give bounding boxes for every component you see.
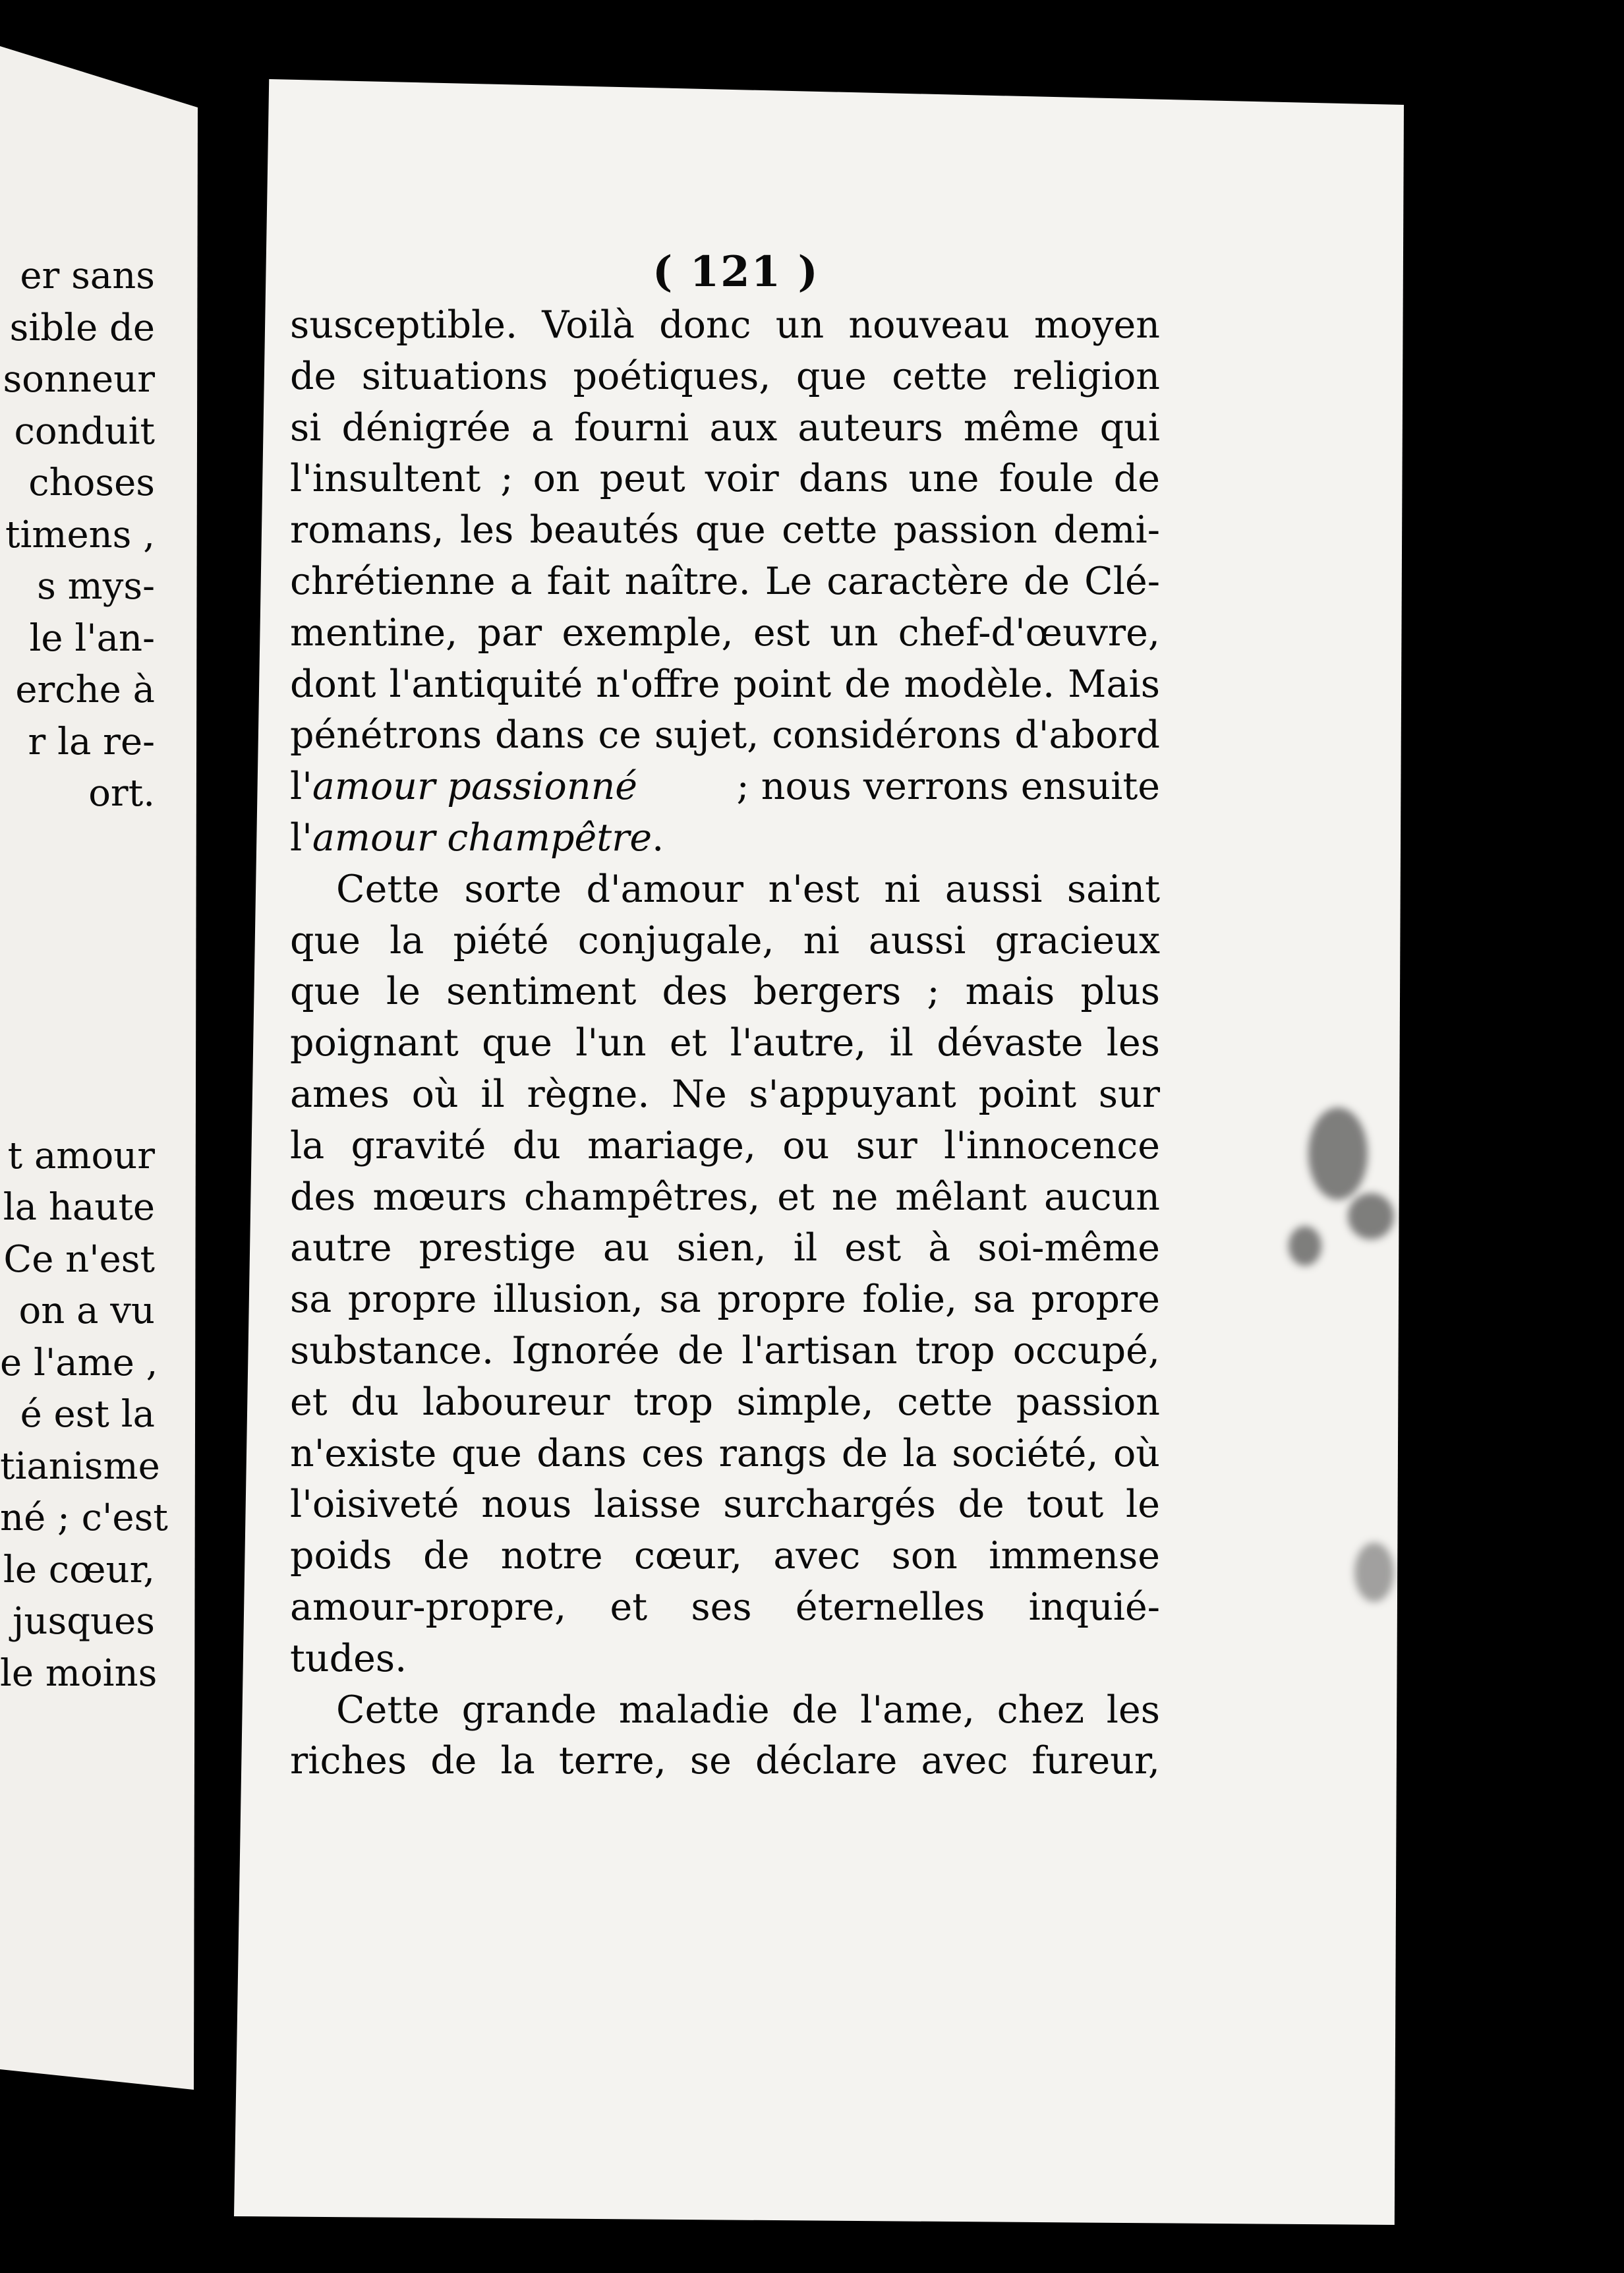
text-content: amour-propre, et ses éternelles inquié-	[290, 1585, 1160, 1629]
text-content: pénétrons dans ce sujet, considérons d'abord	[290, 713, 1160, 757]
left-page-line: timens ,	[5, 513, 155, 556]
text-line	[290, 1736, 1160, 1787]
text-line	[290, 1018, 1160, 1069]
left-page-line: conduit	[14, 409, 155, 453]
left-page-line: jusques	[13, 1600, 155, 1643]
text-line	[290, 1531, 1160, 1582]
left-page-text	[0, 251, 168, 1699]
text-content: et du laboureur trop simple, cette passion	[290, 1380, 1160, 1424]
italic-phrase: amour passionné	[312, 765, 638, 809]
text-line	[290, 1172, 1160, 1224]
text-segment: l'	[290, 815, 312, 860]
text-content: l'insultent ; on peut voir dans une foule de	[290, 457, 1160, 501]
text-line	[290, 1685, 1160, 1736]
text-line	[290, 813, 1160, 864]
text-content: poids de notre cœur, avec son immense	[290, 1534, 1160, 1578]
text-content: dont l'antiquité n'offre point de modèle. Mais	[290, 662, 1160, 706]
left-page-line: ort.	[88, 772, 155, 815]
page-number-header: ( 121 )	[652, 247, 819, 297]
text-content: chrétienne a fait naître. Le caractère de Clé-	[290, 559, 1160, 603]
left-page-line: é est la	[20, 1393, 155, 1436]
text-content: de situations poétiques, que cette religion	[290, 354, 1160, 398]
left-page-line: s mys-	[37, 565, 155, 608]
text-content: que la piété conjugale, ni aussi gracieux	[290, 918, 1160, 962]
text-content: si dénigrée a fourni aux auteurs même qui	[290, 405, 1160, 450]
left-page-line: sible de	[9, 306, 155, 349]
text-line	[290, 1634, 1160, 1685]
text-segment: .	[652, 815, 664, 860]
text-line	[290, 556, 1160, 608]
left-page-line: tianisme	[0, 1444, 160, 1488]
text-line	[290, 351, 1160, 403]
text-content: tudes.	[290, 1636, 407, 1680]
text-content: ames où il règne. Ne s'appuyant point sur	[290, 1072, 1160, 1116]
text-content: romans, les beautés que cette passion demi-	[290, 508, 1160, 552]
text-content: substance. Ignorée de l'artisan trop occupé,	[290, 1328, 1160, 1373]
text-line	[290, 864, 1160, 916]
text-line	[290, 1582, 1160, 1634]
text-line	[290, 710, 1160, 761]
text-line	[290, 1223, 1160, 1274]
left-page-line	[0, 820, 155, 872]
left-page-line: le l'an-	[29, 616, 155, 660]
text-content: autre prestige au sien, il est à soi-même	[290, 1226, 1160, 1270]
left-page-line	[0, 975, 155, 1027]
text-content: riches de la terre, se déclare avec fureur,	[290, 1739, 1160, 1783]
text-content: n'existe que dans ces rangs de la société, où	[290, 1431, 1160, 1475]
text-line	[290, 1274, 1160, 1326]
text-line	[290, 659, 1160, 711]
left-page-line: erche à	[15, 668, 155, 711]
text-content: poignant que l'un et l'autre, il dévaste les	[290, 1021, 1160, 1065]
left-page-line: choses	[28, 461, 155, 504]
text-content: Cette grande maladie de l'ame, chez les	[336, 1688, 1160, 1732]
left-page-line: sonneur	[3, 358, 155, 401]
text-line	[290, 1069, 1160, 1121]
left-page-line: on a vu	[18, 1289, 155, 1332]
left-page-line	[0, 1078, 155, 1131]
text-line	[290, 1479, 1160, 1531]
left-page-line	[0, 924, 155, 976]
left-page-line: Ce n'est	[3, 1237, 155, 1281]
text-segment: l'	[290, 765, 312, 809]
text-content: mentine, par exemple, est un chef-d'œuvre,	[290, 610, 1160, 655]
text-content: que le sentiment des bergers ; mais plus	[290, 970, 1160, 1014]
text-line	[290, 1121, 1160, 1172]
italic-phrase: amour champêtre	[312, 815, 652, 860]
left-page-line: r la re-	[28, 720, 155, 763]
text-line	[290, 966, 1160, 1018]
text-content: sa propre illusion, sa propre folie, sa propre	[290, 1278, 1160, 1322]
text-line	[290, 761, 1160, 813]
page-body-text	[290, 300, 1160, 1787]
text-content: la gravité du mariage, ou sur l'innocence	[290, 1123, 1160, 1167]
left-page-line: er sans	[20, 254, 155, 297]
left-page-line	[0, 871, 155, 924]
text-line	[290, 608, 1160, 659]
text-line	[290, 300, 1160, 351]
text-line	[290, 1377, 1160, 1429]
text-line	[290, 1326, 1160, 1377]
text-content: des mœurs champêtres, et ne mêlant aucun	[290, 1175, 1160, 1219]
text-content: Cette sorte d'amour n'est ni aussi saint	[336, 867, 1160, 911]
text-content: l'oisiveté nous laisse surchargés de tout le	[290, 1483, 1160, 1527]
left-page-line: t amour	[7, 1134, 155, 1177]
left-page-line: le cœur,	[3, 1548, 155, 1591]
left-page-line: né ; c'est	[0, 1496, 168, 1539]
left-page-line	[0, 1027, 155, 1079]
left-page-line: e l'ame ,	[0, 1341, 158, 1384]
text-segment: ; nous verrons ensuite	[736, 765, 1160, 809]
text-line	[290, 505, 1160, 556]
left-page-line: le moins	[0, 1651, 158, 1695]
text-line	[290, 454, 1160, 505]
text-line	[290, 916, 1160, 967]
text-line	[290, 1429, 1160, 1480]
text-line	[290, 403, 1160, 454]
left-page-line: la haute	[3, 1186, 155, 1229]
text-content: susceptible. Voilà donc un nouveau moyen	[290, 303, 1160, 347]
